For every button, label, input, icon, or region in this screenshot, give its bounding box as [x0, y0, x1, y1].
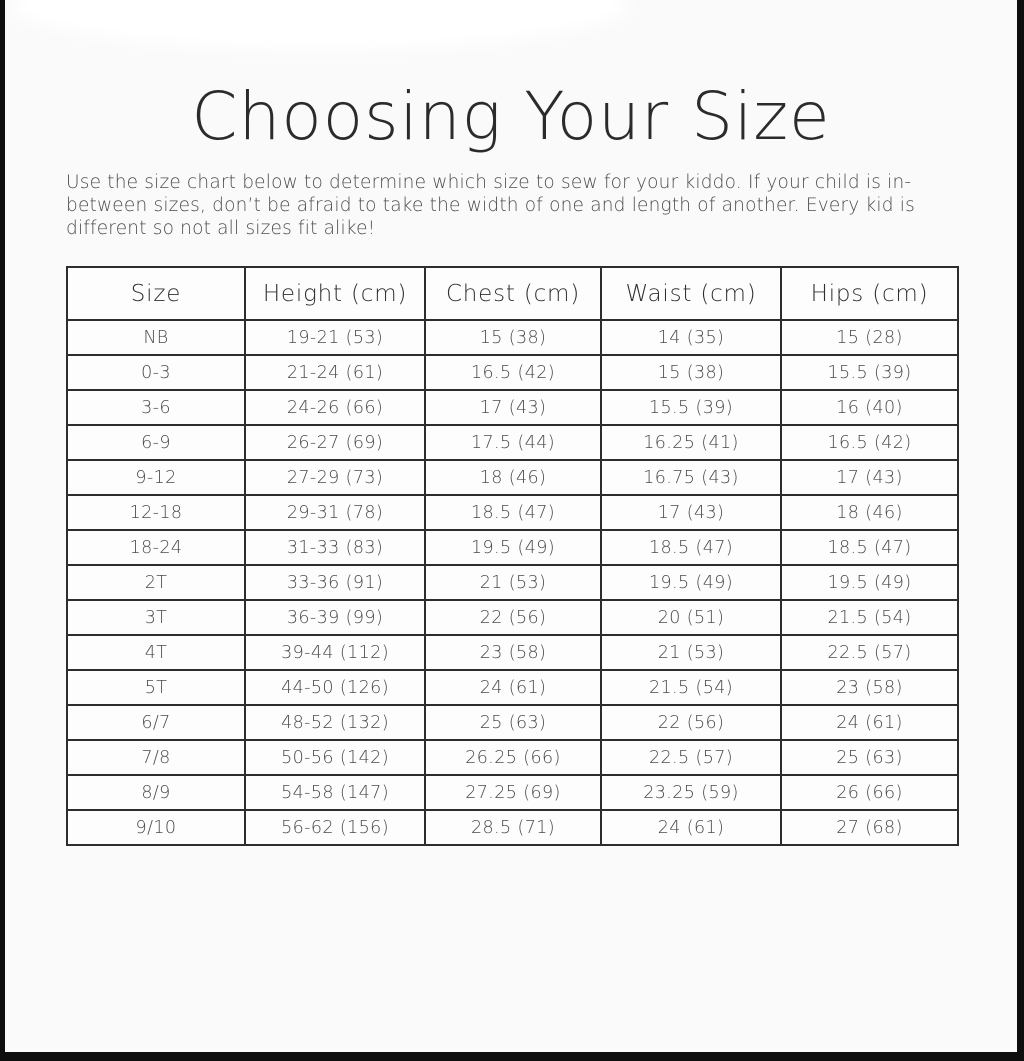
measurement-cell: 24 (61)	[781, 705, 958, 740]
table-row	[67, 810, 958, 845]
measurement-cell: 18.5 (47)	[781, 530, 958, 565]
table-row	[67, 740, 958, 775]
measurement-cell: 28.5 (71)	[425, 810, 601, 845]
table-row	[67, 635, 958, 670]
measurement-cell: 24-26 (66)	[245, 390, 425, 425]
measurement-cell: 17 (43)	[781, 460, 958, 495]
measurement-cell: 21.5 (54)	[781, 600, 958, 635]
header-row	[67, 267, 958, 320]
size-label-cell: 0-3	[67, 355, 245, 390]
measurement-cell: 15 (38)	[601, 355, 781, 390]
page-title: Choosing Your Size	[191, 78, 831, 156]
measurement-cell: 54-58 (147)	[245, 775, 425, 810]
measurement-cell: 39-44 (112)	[245, 635, 425, 670]
size-label-cell: 12-18	[67, 495, 245, 530]
table-row	[67, 460, 958, 495]
measurement-cell: 23 (58)	[425, 635, 601, 670]
intro-paragraph	[66, 171, 951, 240]
intro-line-2: between sizes, don’t be afraid to take the width of one and length of another. Every kid is	[66, 195, 915, 216]
size-chart-body	[67, 320, 958, 845]
size-chart-table	[66, 266, 959, 846]
size-label-cell: 3T	[67, 600, 245, 635]
measurement-cell: 27-29 (73)	[245, 460, 425, 495]
size-label-cell: NB	[67, 320, 245, 355]
size-label-cell: 5T	[67, 670, 245, 705]
column-header: Chest (cm)	[425, 267, 601, 320]
table-row	[67, 530, 958, 565]
table-row	[67, 390, 958, 425]
table-row	[67, 600, 958, 635]
measurement-cell: 16.5 (42)	[781, 425, 958, 460]
column-header: Hips (cm)	[781, 267, 958, 320]
measurement-cell: 20 (51)	[601, 600, 781, 635]
measurement-cell: 19-21 (53)	[245, 320, 425, 355]
measurement-cell: 44-50 (126)	[245, 670, 425, 705]
measurement-cell: 18.5 (47)	[425, 495, 601, 530]
intro-line-1: Use the size chart below to determine which size to sew for your kiddo. If your child is in-	[66, 172, 912, 193]
measurement-cell: 24 (61)	[601, 810, 781, 845]
measurement-cell: 15 (28)	[781, 320, 958, 355]
measurement-cell: 26-27 (69)	[245, 425, 425, 460]
measurement-cell: 27.25 (69)	[425, 775, 601, 810]
size-label-cell: 7/8	[67, 740, 245, 775]
screen-edge-bottom	[0, 1052, 1024, 1061]
size-label-cell: 3-6	[67, 390, 245, 425]
measurement-cell: 22 (56)	[601, 705, 781, 740]
size-chart-header	[67, 267, 958, 320]
table-row	[67, 355, 958, 390]
measurement-cell: 26.25 (66)	[425, 740, 601, 775]
measurement-cell: 15.5 (39)	[601, 390, 781, 425]
measurement-cell: 26 (66)	[781, 775, 958, 810]
measurement-cell: 16.25 (41)	[601, 425, 781, 460]
screen-edge-right	[1017, 0, 1024, 1061]
measurement-cell: 50-56 (142)	[245, 740, 425, 775]
table-row	[67, 775, 958, 810]
measurement-cell: 17 (43)	[425, 390, 601, 425]
size-label-cell: 4T	[67, 635, 245, 670]
table-row	[67, 495, 958, 530]
size-label-cell: 9-12	[67, 460, 245, 495]
size-label-cell: 6-9	[67, 425, 245, 460]
measurement-cell: 22.5 (57)	[781, 635, 958, 670]
measurement-cell: 27 (68)	[781, 810, 958, 845]
background-highlight-blob	[10, 0, 630, 50]
measurement-cell: 18.5 (47)	[601, 530, 781, 565]
measurement-cell: 15 (38)	[425, 320, 601, 355]
measurement-cell: 24 (61)	[425, 670, 601, 705]
measurement-cell: 19.5 (49)	[781, 565, 958, 600]
measurement-cell: 21 (53)	[425, 565, 601, 600]
measurement-cell: 21.5 (54)	[601, 670, 781, 705]
measurement-cell: 16.5 (42)	[425, 355, 601, 390]
measurement-cell: 15.5 (39)	[781, 355, 958, 390]
measurement-cell: 23 (58)	[781, 670, 958, 705]
measurement-cell: 22 (56)	[425, 600, 601, 635]
measurement-cell: 19.5 (49)	[601, 565, 781, 600]
measurement-cell: 33-36 (91)	[245, 565, 425, 600]
measurement-cell: 18 (46)	[425, 460, 601, 495]
size-label-cell: 9/10	[67, 810, 245, 845]
table-row	[67, 705, 958, 740]
measurement-cell: 16 (40)	[781, 390, 958, 425]
measurement-cell: 16.75 (43)	[601, 460, 781, 495]
measurement-cell: 17.5 (44)	[425, 425, 601, 460]
table-row	[67, 320, 958, 355]
table-row	[67, 565, 958, 600]
table-row	[67, 670, 958, 705]
size-label-cell: 2T	[67, 565, 245, 600]
measurement-cell: 18 (46)	[781, 495, 958, 530]
measurement-cell: 56-62 (156)	[245, 810, 425, 845]
size-label-cell: 6/7	[67, 705, 245, 740]
intro-line-3: different so not all sizes fit alike!	[66, 218, 376, 239]
measurement-cell: 21 (53)	[601, 635, 781, 670]
column-header: Size	[67, 267, 245, 320]
column-header: Height (cm)	[245, 267, 425, 320]
size-label-cell: 18-24	[67, 530, 245, 565]
measurement-cell: 25 (63)	[425, 705, 601, 740]
measurement-cell: 22.5 (57)	[601, 740, 781, 775]
size-label-cell: 8/9	[67, 775, 245, 810]
measurement-cell: 19.5 (49)	[425, 530, 601, 565]
measurement-cell: 48-52 (132)	[245, 705, 425, 740]
measurement-cell: 21-24 (61)	[245, 355, 425, 390]
measurement-cell: 25 (63)	[781, 740, 958, 775]
measurement-cell: 29-31 (78)	[245, 495, 425, 530]
screen-edge-left	[0, 0, 5, 1061]
measurement-cell: 36-39 (99)	[245, 600, 425, 635]
measurement-cell: 17 (43)	[601, 495, 781, 530]
measurement-cell: 14 (35)	[601, 320, 781, 355]
measurement-cell: 23.25 (59)	[601, 775, 781, 810]
column-header: Waist (cm)	[601, 267, 781, 320]
measurement-cell: 31-33 (83)	[245, 530, 425, 565]
table-row	[67, 425, 958, 460]
